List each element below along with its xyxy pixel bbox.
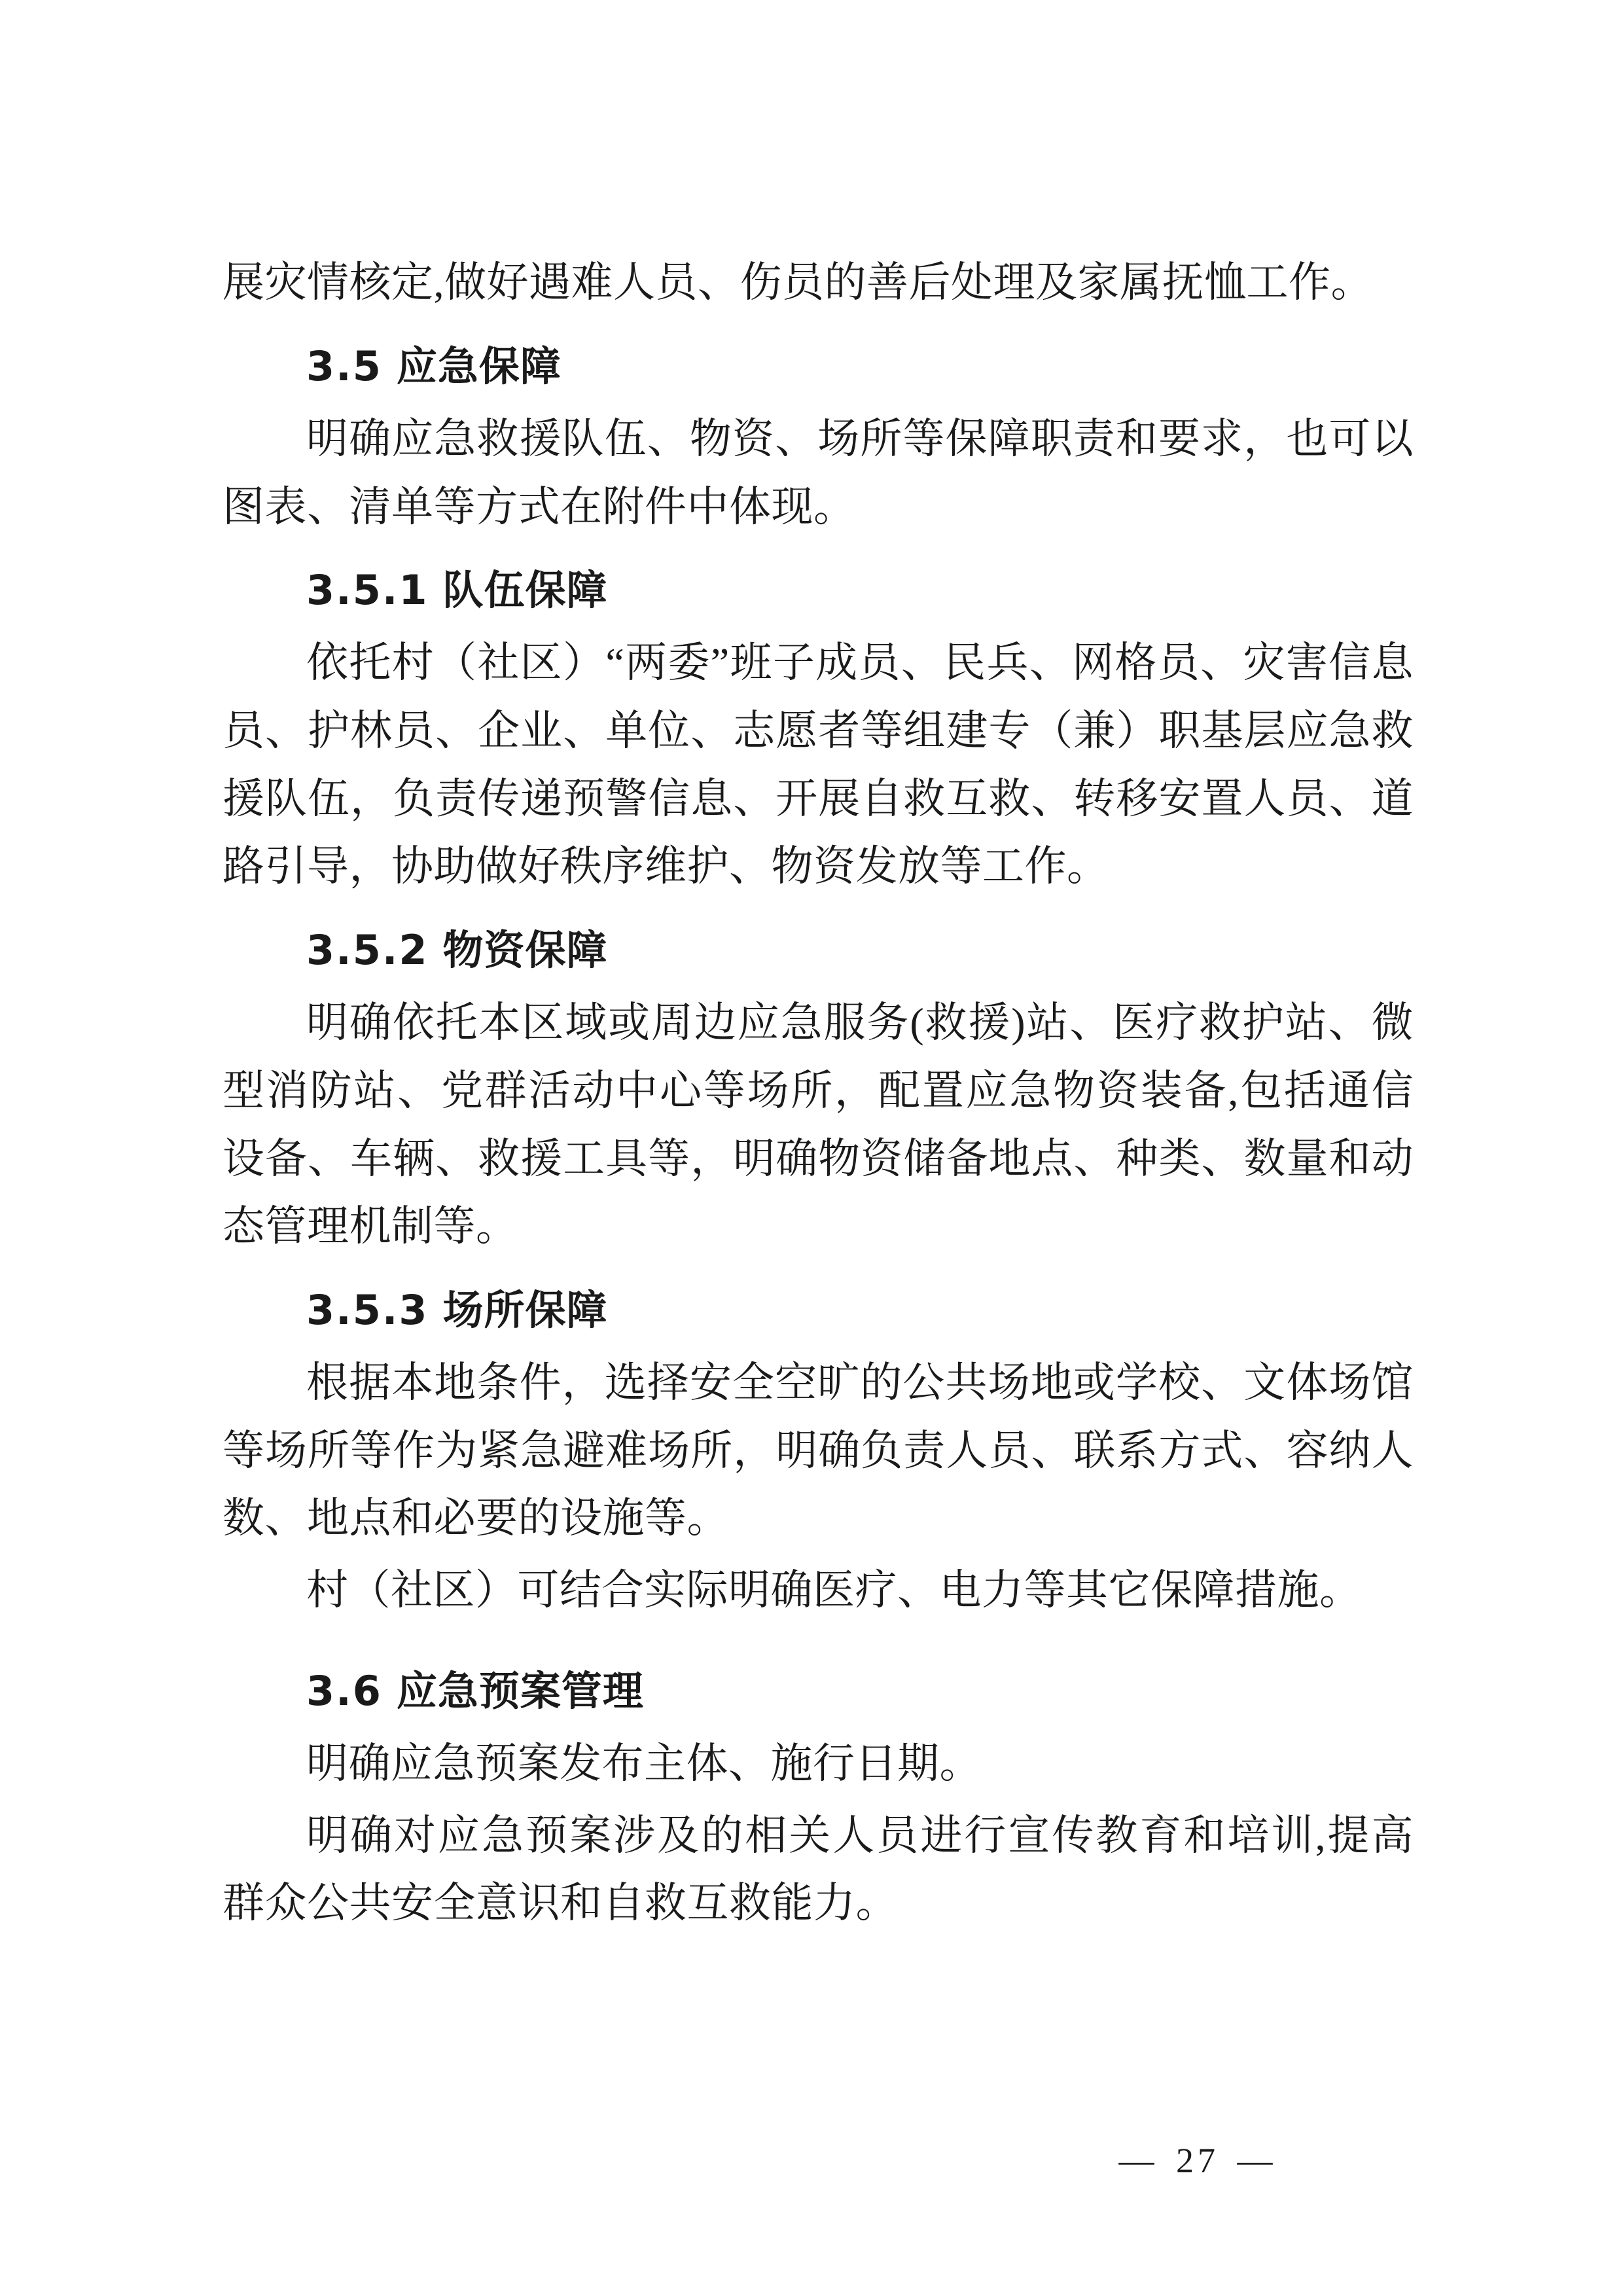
- heading-3-5-3: [223, 1278, 1414, 1342]
- paragraph-3-5-2-body: 明确依托本区域或周边应急服务(救援)站、医疗救护站、微型消防站、党群活动中心等场所，配置应急物资装备,包括通信设备、车辆、救援工具等，明确物资储备地点、种类、数量和动态管理机制等。: [223, 999, 1414, 1250]
- footer-dash-left: —: [1118, 2141, 1158, 2180]
- paragraph-continuation: 展灾情核定,做好遇难人员、伤员的善后处理及家属抚恤工作。: [223, 259, 1373, 306]
- heading-3-6: [223, 1659, 1414, 1723]
- heading-3-5-3-number: 3.5.3: [306, 1285, 429, 1334]
- document-body: [223, 249, 1414, 1941]
- heading-3-5-2-title: 物资保障: [442, 926, 608, 975]
- paragraph-3-6-body-2: 明确对应急预案涉及的相关人员进行宣传教育和培训,提高群众公共安全意识和自救互救能力。: [223, 1812, 1414, 1927]
- heading-3-6-number: 3.6: [306, 1666, 382, 1715]
- heading-3-5-2-number: 3.5.2: [306, 926, 429, 975]
- page-number: 27: [1176, 2141, 1219, 2180]
- paragraph-3-5-3-note: 村（社区）可结合实际明确医疗、电力等其它保障措施。: [306, 1567, 1362, 1614]
- heading-3-5-number: 3.5: [306, 342, 382, 390]
- heading-3-6-title: 应急预案管理: [396, 1666, 644, 1715]
- paragraph-3-5-1-body: 依托村（社区）“两委”班子成员、民兵、网格员、灾害信息员、护林员、企业、单位、志愿者等组建专（兼）职基层应急救援队伍，负责传递预警信息、开展自救互救、转移安置人员、道路引导，协助做好秩序维护、物资发放等工作。: [223, 639, 1414, 890]
- heading-3-5: [223, 334, 1414, 399]
- page-number-group: [1119, 2140, 1277, 2181]
- paragraph-3-5-body: 明确应急救援队伍、物资、场所等保障职责和要求，也可以图表、清单等方式在附件中体现。: [223, 415, 1414, 530]
- paragraph-3-5-3-body: 根据本地条件，选择安全空旷的公共场地或学校、文体场馆等场所等作为紧急避难场所，明确负责人员、联系方式、容纳人数、地点和必要的设施等。: [223, 1359, 1414, 1542]
- heading-3-5-3-title: 场所保障: [442, 1285, 608, 1334]
- heading-3-5-2: [223, 918, 1414, 982]
- heading-3-5-1: [223, 558, 1414, 622]
- heading-3-5-1-title: 队伍保障: [442, 566, 608, 615]
- page-footer: [0, 2140, 1623, 2181]
- footer-dash-right: —: [1237, 2141, 1277, 2180]
- heading-3-5-1-number: 3.5.1: [306, 566, 429, 615]
- paragraph-3-6-body-1: 明确应急预案发布主体、施行日期。: [306, 1740, 982, 1787]
- heading-3-5-title: 应急保障: [396, 342, 562, 390]
